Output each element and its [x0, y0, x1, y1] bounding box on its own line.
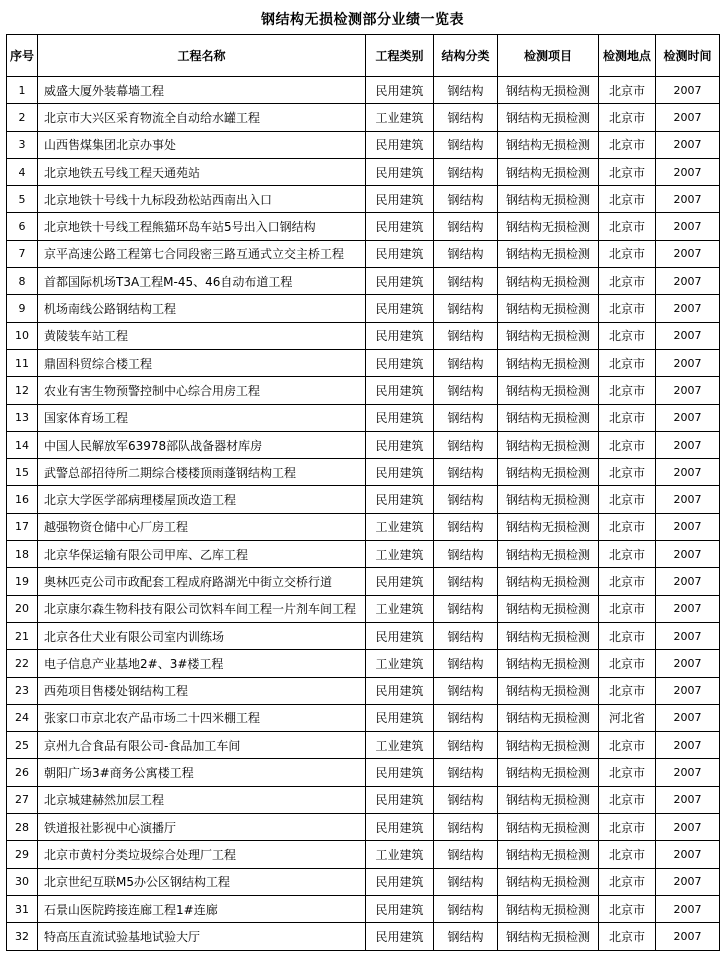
- row-place-cell: 北京市: [599, 541, 656, 568]
- row-structure-cell: 钢结构: [434, 704, 498, 731]
- row-place-cell: 北京市: [599, 377, 656, 404]
- row-name-cell: 首都国际机场T3A工程M-45、46自动布道工程: [38, 268, 366, 295]
- row-seq-cell: 22: [7, 650, 38, 677]
- row-year-cell: 2007: [656, 213, 720, 240]
- row-type-cell: 民用建筑: [366, 431, 434, 458]
- row-year-cell: 2007: [656, 814, 720, 841]
- row-structure-cell: 钢结构: [434, 868, 498, 895]
- table-row: [7, 595, 720, 622]
- row-item-cell: 钢结构无损检测: [498, 213, 599, 240]
- row-place-cell: 北京市: [599, 513, 656, 540]
- row-year-cell: 2007: [656, 459, 720, 486]
- row-item-cell: 钢结构无损检测: [498, 677, 599, 704]
- row-seq-cell: 20: [7, 595, 38, 622]
- row-item-cell: 钢结构无损检测: [498, 404, 599, 431]
- table-row: [7, 786, 720, 813]
- row-seq-cell: 14: [7, 431, 38, 458]
- table-row: [7, 377, 720, 404]
- row-place-cell: 北京市: [599, 131, 656, 158]
- row-name-cell: 北京康尔森生物科技有限公司饮料车间工程一片剂车间工程: [38, 595, 366, 622]
- row-structure-cell: 钢结构: [434, 568, 498, 595]
- header-name: 工程名称: [38, 35, 366, 77]
- row-seq-cell: 23: [7, 677, 38, 704]
- row-seq-cell: 2: [7, 104, 38, 131]
- row-item-cell: 钢结构无损检测: [498, 622, 599, 649]
- table-row: [7, 513, 720, 540]
- table-row: [7, 568, 720, 595]
- row-seq-cell: 12: [7, 377, 38, 404]
- table-row: [7, 186, 720, 213]
- row-type-cell: 民用建筑: [366, 213, 434, 240]
- row-place-cell: 北京市: [599, 404, 656, 431]
- row-year-cell: 2007: [656, 759, 720, 786]
- table-row: [7, 868, 720, 895]
- row-place-cell: 北京市: [599, 622, 656, 649]
- row-item-cell: 钢结构无损检测: [498, 704, 599, 731]
- table-row: [7, 650, 720, 677]
- row-seq-cell: 1: [7, 77, 38, 104]
- row-year-cell: 2007: [656, 158, 720, 185]
- row-structure-cell: 钢结构: [434, 104, 498, 131]
- header-item: 检测项目: [498, 35, 599, 77]
- table-row: [7, 841, 720, 868]
- row-name-cell: 西苑项目售楼处钢结构工程: [38, 677, 366, 704]
- row-name-cell: 京平高速公路工程第七合同段密三路互通式立交主桥工程: [38, 240, 366, 267]
- row-type-cell: 民用建筑: [366, 568, 434, 595]
- row-seq-cell: 7: [7, 240, 38, 267]
- row-type-cell: 民用建筑: [366, 77, 434, 104]
- row-item-cell: 钢结构无损检测: [498, 295, 599, 322]
- row-name-cell: 北京各仕犬业有限公司室内训练场: [38, 622, 366, 649]
- row-name-cell: 山西售煤集团北京办事处: [38, 131, 366, 158]
- header-seq: 序号: [7, 35, 38, 77]
- row-structure-cell: 钢结构: [434, 77, 498, 104]
- row-year-cell: 2007: [656, 650, 720, 677]
- row-year-cell: 2007: [656, 268, 720, 295]
- row-item-cell: 钢结构无损检测: [498, 268, 599, 295]
- row-place-cell: 北京市: [599, 295, 656, 322]
- table-row: [7, 895, 720, 922]
- row-seq-cell: 29: [7, 841, 38, 868]
- row-type-cell: 民用建筑: [366, 677, 434, 704]
- row-name-cell: 鼎固科贸综合楼工程: [38, 349, 366, 376]
- row-seq-cell: 30: [7, 868, 38, 895]
- row-type-cell: 民用建筑: [366, 377, 434, 404]
- row-type-cell: 工业建筑: [366, 595, 434, 622]
- row-structure-cell: 钢结构: [434, 786, 498, 813]
- table-row: [7, 923, 720, 950]
- performance-table: [6, 34, 720, 951]
- row-year-cell: 2007: [656, 486, 720, 513]
- row-seq-cell: 8: [7, 268, 38, 295]
- row-seq-cell: 3: [7, 131, 38, 158]
- row-item-cell: 钢结构无损检测: [498, 158, 599, 185]
- row-name-cell: 北京华保运输有限公司甲库、乙库工程: [38, 541, 366, 568]
- table-row: [7, 459, 720, 486]
- row-name-cell: 北京市黄村分类垃圾综合处理厂工程: [38, 841, 366, 868]
- row-structure-cell: 钢结构: [434, 322, 498, 349]
- row-type-cell: 民用建筑: [366, 240, 434, 267]
- row-type-cell: 民用建筑: [366, 786, 434, 813]
- row-item-cell: 钢结构无损检测: [498, 786, 599, 813]
- row-year-cell: 2007: [656, 186, 720, 213]
- table-row: [7, 240, 720, 267]
- row-seq-cell: 32: [7, 923, 38, 950]
- row-year-cell: 2007: [656, 595, 720, 622]
- row-place-cell: 北京市: [599, 759, 656, 786]
- row-type-cell: 民用建筑: [366, 349, 434, 376]
- table-row: [7, 759, 720, 786]
- row-structure-cell: 钢结构: [434, 759, 498, 786]
- table-row: [7, 486, 720, 513]
- row-type-cell: 工业建筑: [366, 841, 434, 868]
- row-name-cell: 黄陵装车站工程: [38, 322, 366, 349]
- row-type-cell: 工业建筑: [366, 541, 434, 568]
- row-name-cell: 铁道报社影视中心演播厅: [38, 814, 366, 841]
- row-place-cell: 北京市: [599, 568, 656, 595]
- row-name-cell: 北京市大兴区采育物流全自动给水罐工程: [38, 104, 366, 131]
- row-place-cell: 北京市: [599, 213, 656, 240]
- row-type-cell: 工业建筑: [366, 104, 434, 131]
- row-year-cell: 2007: [656, 541, 720, 568]
- row-structure-cell: 钢结构: [434, 404, 498, 431]
- row-name-cell: 北京城建赫然加层工程: [38, 786, 366, 813]
- row-seq-cell: 15: [7, 459, 38, 486]
- row-item-cell: 钢结构无损检测: [498, 759, 599, 786]
- row-name-cell: 北京地铁十号线十九标段劲松站西南出入口: [38, 186, 366, 213]
- row-structure-cell: 钢结构: [434, 595, 498, 622]
- row-name-cell: 国家体育场工程: [38, 404, 366, 431]
- row-type-cell: 民用建筑: [366, 295, 434, 322]
- row-type-cell: 民用建筑: [366, 868, 434, 895]
- row-year-cell: 2007: [656, 77, 720, 104]
- row-place-cell: 北京市: [599, 650, 656, 677]
- table-row: [7, 704, 720, 731]
- table-row: [7, 541, 720, 568]
- row-structure-cell: 钢结构: [434, 349, 498, 376]
- table-row: [7, 158, 720, 185]
- row-item-cell: 钢结构无损检测: [498, 841, 599, 868]
- row-type-cell: 民用建筑: [366, 268, 434, 295]
- table-row: [7, 677, 720, 704]
- table-header-row: [7, 35, 720, 77]
- row-item-cell: 钢结构无损检测: [498, 377, 599, 404]
- row-type-cell: 民用建筑: [366, 759, 434, 786]
- row-item-cell: 钢结构无损检测: [498, 104, 599, 131]
- row-place-cell: 北京市: [599, 268, 656, 295]
- header-place: 检测地点: [599, 35, 656, 77]
- row-item-cell: 钢结构无损检测: [498, 431, 599, 458]
- row-year-cell: 2007: [656, 104, 720, 131]
- table-row: [7, 431, 720, 458]
- row-year-cell: 2007: [656, 513, 720, 540]
- row-type-cell: 民用建筑: [366, 186, 434, 213]
- row-type-cell: 民用建筑: [366, 131, 434, 158]
- row-year-cell: 2007: [656, 295, 720, 322]
- row-seq-cell: 11: [7, 349, 38, 376]
- row-place-cell: 北京市: [599, 486, 656, 513]
- row-structure-cell: 钢结构: [434, 622, 498, 649]
- row-name-cell: 电子信息产业基地2#、3#楼工程: [38, 650, 366, 677]
- row-place-cell: 北京市: [599, 677, 656, 704]
- table-row: [7, 814, 720, 841]
- row-type-cell: 民用建筑: [366, 923, 434, 950]
- row-item-cell: 钢结构无损检测: [498, 459, 599, 486]
- row-place-cell: 北京市: [599, 732, 656, 759]
- row-structure-cell: 钢结构: [434, 268, 498, 295]
- row-seq-cell: 4: [7, 158, 38, 185]
- row-structure-cell: 钢结构: [434, 213, 498, 240]
- row-place-cell: 北京市: [599, 158, 656, 185]
- table-row: [7, 622, 720, 649]
- row-type-cell: 民用建筑: [366, 486, 434, 513]
- row-seq-cell: 21: [7, 622, 38, 649]
- row-structure-cell: 钢结构: [434, 895, 498, 922]
- row-year-cell: 2007: [656, 568, 720, 595]
- row-item-cell: 钢结构无损检测: [498, 322, 599, 349]
- row-seq-cell: 5: [7, 186, 38, 213]
- page-title: 钢结构无损检测部分业绩一览表: [261, 12, 464, 28]
- row-structure-cell: 钢结构: [434, 131, 498, 158]
- row-place-cell: 北京市: [599, 104, 656, 131]
- row-seq-cell: 27: [7, 786, 38, 813]
- row-place-cell: 北京市: [599, 349, 656, 376]
- row-structure-cell: 钢结构: [434, 459, 498, 486]
- header-type: 工程类别: [366, 35, 434, 77]
- row-structure-cell: 钢结构: [434, 186, 498, 213]
- row-item-cell: 钢结构无损检测: [498, 595, 599, 622]
- row-place-cell: 北京市: [599, 322, 656, 349]
- row-type-cell: 民用建筑: [366, 704, 434, 731]
- header-structure: 结构分类: [434, 35, 498, 77]
- row-place-cell: 北京市: [599, 431, 656, 458]
- row-name-cell: 京州九合食品有限公司-食品加工车间: [38, 732, 366, 759]
- row-item-cell: 钢结构无损检测: [498, 868, 599, 895]
- row-item-cell: 钢结构无损检测: [498, 486, 599, 513]
- row-type-cell: 民用建筑: [366, 322, 434, 349]
- row-type-cell: 民用建筑: [366, 459, 434, 486]
- table-row: [7, 131, 720, 158]
- row-name-cell: 北京大学医学部病理楼屋顶改造工程: [38, 486, 366, 513]
- row-seq-cell: 16: [7, 486, 38, 513]
- row-place-cell: 北京市: [599, 841, 656, 868]
- row-name-cell: 张家口市京北农产品市场二十四米棚工程: [38, 704, 366, 731]
- row-place-cell: 北京市: [599, 186, 656, 213]
- row-item-cell: 钢结构无损检测: [498, 814, 599, 841]
- row-structure-cell: 钢结构: [434, 923, 498, 950]
- row-type-cell: 工业建筑: [366, 513, 434, 540]
- row-structure-cell: 钢结构: [434, 295, 498, 322]
- row-structure-cell: 钢结构: [434, 158, 498, 185]
- row-structure-cell: 钢结构: [434, 677, 498, 704]
- row-seq-cell: 6: [7, 213, 38, 240]
- row-item-cell: 钢结构无损检测: [498, 541, 599, 568]
- row-item-cell: 钢结构无损检测: [498, 568, 599, 595]
- row-place-cell: 北京市: [599, 895, 656, 922]
- row-year-cell: 2007: [656, 923, 720, 950]
- table-row: [7, 322, 720, 349]
- row-year-cell: 2007: [656, 786, 720, 813]
- row-item-cell: 钢结构无损检测: [498, 923, 599, 950]
- table-row: [7, 349, 720, 376]
- row-structure-cell: 钢结构: [434, 650, 498, 677]
- row-item-cell: 钢结构无损检测: [498, 131, 599, 158]
- row-structure-cell: 钢结构: [434, 377, 498, 404]
- row-item-cell: 钢结构无损检测: [498, 650, 599, 677]
- header-time: 检测时间: [656, 35, 720, 77]
- row-structure-cell: 钢结构: [434, 431, 498, 458]
- row-seq-cell: 28: [7, 814, 38, 841]
- table-row: [7, 104, 720, 131]
- row-year-cell: 2007: [656, 377, 720, 404]
- row-structure-cell: 钢结构: [434, 486, 498, 513]
- row-place-cell: 北京市: [599, 868, 656, 895]
- table-row: [7, 268, 720, 295]
- row-type-cell: 工业建筑: [366, 650, 434, 677]
- row-name-cell: 北京地铁五号线工程天通苑站: [38, 158, 366, 185]
- row-item-cell: 钢结构无损检测: [498, 513, 599, 540]
- row-seq-cell: 31: [7, 895, 38, 922]
- row-year-cell: 2007: [656, 322, 720, 349]
- row-item-cell: 钢结构无损检测: [498, 77, 599, 104]
- row-year-cell: 2007: [656, 732, 720, 759]
- row-year-cell: 2007: [656, 622, 720, 649]
- row-structure-cell: 钢结构: [434, 541, 498, 568]
- row-year-cell: 2007: [656, 404, 720, 431]
- row-item-cell: 钢结构无损检测: [498, 186, 599, 213]
- row-place-cell: 北京市: [599, 240, 656, 267]
- row-place-cell: 北京市: [599, 786, 656, 813]
- row-place-cell: 北京市: [599, 814, 656, 841]
- row-year-cell: 2007: [656, 240, 720, 267]
- row-seq-cell: 10: [7, 322, 38, 349]
- row-type-cell: 民用建筑: [366, 622, 434, 649]
- row-name-cell: 机场南线公路钢结构工程: [38, 295, 366, 322]
- row-seq-cell: 19: [7, 568, 38, 595]
- row-name-cell: 农业有害生物预警控制中心综合用房工程: [38, 377, 366, 404]
- row-type-cell: 民用建筑: [366, 404, 434, 431]
- row-place-cell: 河北省: [599, 704, 656, 731]
- table-row: [7, 732, 720, 759]
- row-item-cell: 钢结构无损检测: [498, 349, 599, 376]
- row-name-cell: 武警总部招待所二期综合楼楼顶雨蓬钢结构工程: [38, 459, 366, 486]
- row-name-cell: 朝阳广场3#商务公寓楼工程: [38, 759, 366, 786]
- row-item-cell: 钢结构无损检测: [498, 732, 599, 759]
- row-year-cell: 2007: [656, 349, 720, 376]
- row-name-cell: 石景山医院跨接连廊工程1#连廊: [38, 895, 366, 922]
- row-name-cell: 北京世纪互联M5办公区钢结构工程: [38, 868, 366, 895]
- table-row: [7, 404, 720, 431]
- row-seq-cell: 13: [7, 404, 38, 431]
- row-year-cell: 2007: [656, 431, 720, 458]
- row-type-cell: 民用建筑: [366, 895, 434, 922]
- row-structure-cell: 钢结构: [434, 841, 498, 868]
- row-year-cell: 2007: [656, 704, 720, 731]
- row-structure-cell: 钢结构: [434, 240, 498, 267]
- row-place-cell: 北京市: [599, 459, 656, 486]
- row-seq-cell: 9: [7, 295, 38, 322]
- row-type-cell: 民用建筑: [366, 158, 434, 185]
- row-seq-cell: 26: [7, 759, 38, 786]
- row-type-cell: 工业建筑: [366, 732, 434, 759]
- table-row: [7, 295, 720, 322]
- row-item-cell: 钢结构无损检测: [498, 240, 599, 267]
- row-structure-cell: 钢结构: [434, 732, 498, 759]
- row-name-cell: 北京地铁十号线工程熊猫环岛车站5号出入口钢结构: [38, 213, 366, 240]
- table-body: [7, 77, 720, 951]
- table-row: [7, 77, 720, 104]
- row-year-cell: 2007: [656, 131, 720, 158]
- row-place-cell: 北京市: [599, 923, 656, 950]
- row-name-cell: 特高压直流试验基地试验大厅: [38, 923, 366, 950]
- row-structure-cell: 钢结构: [434, 513, 498, 540]
- row-year-cell: 2007: [656, 677, 720, 704]
- row-name-cell: 中国人民解放军63978部队战备器材库房: [38, 431, 366, 458]
- row-place-cell: 北京市: [599, 77, 656, 104]
- row-seq-cell: 25: [7, 732, 38, 759]
- row-year-cell: 2007: [656, 895, 720, 922]
- row-seq-cell: 18: [7, 541, 38, 568]
- row-seq-cell: 17: [7, 513, 38, 540]
- table-row: [7, 213, 720, 240]
- row-seq-cell: 24: [7, 704, 38, 731]
- row-item-cell: 钢结构无损检测: [498, 895, 599, 922]
- row-structure-cell: 钢结构: [434, 814, 498, 841]
- row-year-cell: 2007: [656, 841, 720, 868]
- row-name-cell: 奥林匹克公司市政配套工程成府路湖光中街立交桥行道: [38, 568, 366, 595]
- row-type-cell: 民用建筑: [366, 814, 434, 841]
- row-name-cell: 威盛大厦外装幕墙工程: [38, 77, 366, 104]
- row-name-cell: 越强物资仓储中心厂房工程: [38, 513, 366, 540]
- row-year-cell: 2007: [656, 868, 720, 895]
- row-place-cell: 北京市: [599, 595, 656, 622]
